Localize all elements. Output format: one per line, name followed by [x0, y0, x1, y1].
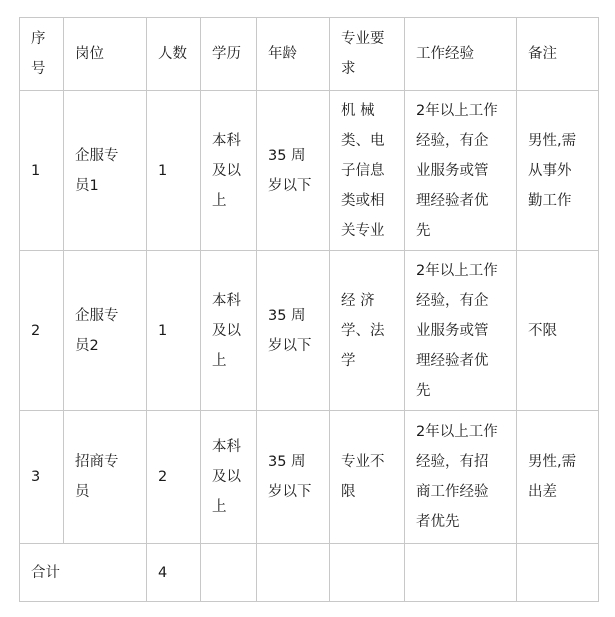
cell-line: 本科 [212, 132, 241, 149]
total-count: 4 [147, 544, 201, 602]
header-age: 年龄 [257, 18, 330, 91]
header-count: 人数 [147, 18, 201, 91]
cell-line: 先 [416, 382, 431, 399]
empty-cell [257, 544, 330, 602]
cell-major [330, 251, 405, 411]
cell-line: 商工作经验 [416, 484, 489, 500]
cell-line: 上 [212, 499, 227, 515]
cell-line: 勤工作 [528, 192, 572, 209]
table-row [20, 411, 599, 544]
cell-line: 不限 [528, 322, 557, 339]
cell-line: 机 械 [341, 102, 375, 119]
cell-line: 男性,需 [528, 132, 577, 149]
cell-line: 理经验者优 [416, 192, 489, 209]
cell-line: 限 [341, 484, 356, 500]
cell-major [330, 411, 405, 544]
total-row [20, 544, 599, 602]
cell-line: 业服务或管 [416, 322, 489, 339]
cell-position [64, 251, 147, 411]
cell-line: 企服专 [75, 307, 119, 324]
cell-position [64, 91, 147, 251]
cell-line: 子信息 [341, 162, 385, 179]
cell-line: 上 [212, 192, 227, 209]
cell-line: 经验，有企 [416, 292, 489, 309]
cell-line: 从事外 [528, 162, 572, 179]
recruitment-table [19, 17, 599, 602]
cell-line: 经验，有企 [416, 132, 489, 149]
cell-line: 理经验者优 [416, 352, 489, 369]
cell-line: 本科 [212, 439, 241, 455]
header-experience: 工作经验 [405, 18, 517, 91]
header-notes: 备注 [517, 18, 599, 91]
cell-notes [517, 411, 599, 544]
cell-line: 岁以下 [268, 177, 312, 194]
cell-line: 关专业 [341, 222, 385, 239]
cell-line: 业服务或管 [416, 162, 489, 179]
cell-line: 经 济 [341, 292, 375, 309]
cell-line: 学、法 [341, 322, 385, 339]
cell-line: 上 [212, 352, 227, 369]
cell-line: 35 周 [268, 147, 306, 164]
cell-line: 出差 [528, 484, 557, 500]
cell-experience [405, 411, 517, 544]
cell-line: 及以 [212, 162, 241, 179]
cell-line: 岁以下 [268, 337, 312, 354]
cell-line: 经验，有招 [416, 454, 489, 470]
header-education: 学历 [201, 18, 257, 91]
cell-line: 学 [341, 352, 356, 369]
cell-seq: 1 [20, 91, 64, 251]
cell-line: 及以 [212, 469, 241, 485]
empty-cell [330, 544, 405, 602]
cell-line: 类或相 [341, 192, 385, 209]
table-row [20, 91, 599, 251]
header-position: 岗位 [64, 18, 147, 91]
cell-notes [517, 251, 599, 411]
cell-education [201, 251, 257, 411]
cell-line: 员2 [75, 337, 99, 354]
cell-line: 2年以上工作 [416, 262, 498, 279]
cell-line: 及以 [212, 322, 241, 339]
cell-line: 员 [75, 484, 90, 500]
cell-line: 先 [416, 222, 431, 239]
cell-seq: 3 [20, 411, 64, 544]
cell-line: 2年以上工作 [416, 424, 498, 440]
header-row [20, 18, 599, 91]
cell-count: 1 [147, 91, 201, 251]
empty-cell [517, 544, 599, 602]
cell-age [257, 91, 330, 251]
cell-line: 男性,需 [528, 454, 577, 470]
cell-major [330, 91, 405, 251]
cell-line: 专业不 [341, 454, 385, 470]
cell-line: 企服专 [75, 147, 119, 164]
table-row [20, 251, 599, 411]
cell-notes [517, 91, 599, 251]
total-label: 合计 [20, 544, 147, 602]
empty-cell [405, 544, 517, 602]
cell-line: 招商专 [75, 454, 119, 470]
empty-cell [201, 544, 257, 602]
cell-line: 35 周 [268, 454, 306, 470]
cell-age [257, 411, 330, 544]
cell-count: 2 [147, 411, 201, 544]
cell-line: 岁以下 [268, 484, 312, 500]
cell-education [201, 91, 257, 251]
cell-age [257, 251, 330, 411]
cell-position [64, 411, 147, 544]
header-seq: 序 号 [20, 18, 64, 91]
cell-line: 本科 [212, 292, 241, 309]
cell-line: 员1 [75, 177, 99, 194]
cell-line: 2年以上工作 [416, 102, 498, 119]
cell-experience [405, 251, 517, 411]
header-major: 专业要 求 [330, 18, 405, 91]
cell-count: 1 [147, 251, 201, 411]
cell-experience [405, 91, 517, 251]
cell-line: 者优先 [416, 514, 460, 530]
cell-line: 类、电 [341, 132, 385, 149]
cell-seq: 2 [20, 251, 64, 411]
cell-line: 35 周 [268, 307, 306, 324]
cell-education [201, 411, 257, 544]
